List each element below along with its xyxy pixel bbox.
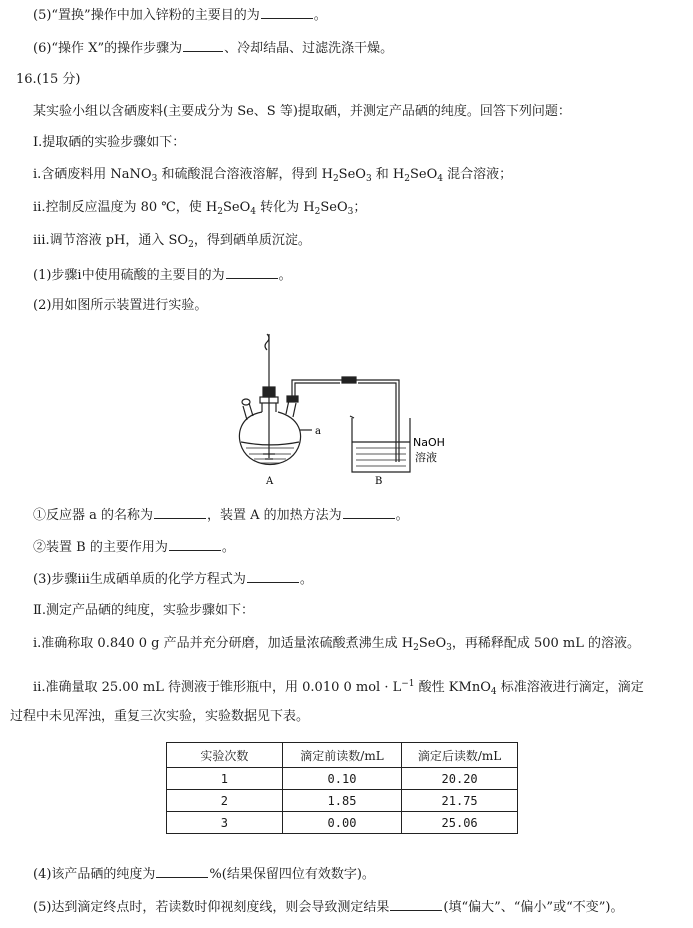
table-header-cell: 实验次数 [167,743,283,768]
outlet-tube [356,380,399,462]
table-cell: 21.75 [402,790,518,812]
step3: ⅲ.调节溶液 pH，通入 $SO_2$，得到硒单质沉淀。 [33,233,311,250]
q16-header: 16.(15 分) [16,72,81,87]
apparatus-diagram [232,330,462,492]
table-header-cell: 滴定后读数/mL [402,743,518,768]
answer-blank[interactable] [390,898,442,911]
q16-intro: 某实验小组以含硒废料(主要成分为 Se、S 等)提取硒，并测定产品硒的纯度。回答下列问题： [33,104,571,119]
flask-body [239,412,300,465]
table-row [167,768,518,790]
step1: ⅰ.含硒废料用 NaNO$_3$ 和硫酸混合溶液溶解，得到 $H_2SeO_3$ 和 $H_2SeO_4$ 混合溶液； [33,167,513,184]
answer-blank[interactable] [156,865,208,878]
table-row [167,812,518,834]
label-A: A [266,476,274,487]
step2: ⅱ.控制反应温度为 80 ℃，使 $H_2SeO_4$ 转化为 $H_2SeO_3$； [33,200,367,217]
stirrer-top [265,334,269,350]
answer-blank[interactable] [154,506,206,519]
table-cell: 20.20 [402,768,518,790]
label-B: B [375,476,383,487]
table-cell: 2 [167,790,283,812]
q5-replace-line: (5)“置换”操作中加入锌粉的主要目的为 。 [33,8,327,23]
q16-2-1: ①反应器 a 的名称为 ，装置 A 的加热方法为 。 [33,508,409,523]
tube-joint [342,377,356,383]
measure-step2: ⅱ.准确量取 25.00 mL 待测液于锥形瓶中，用 0.010 0 mol · $L^{-1}$ 酸性 KMnO$_4$ 标准溶液进行滴定，滴定 [33,679,644,697]
answer-blank[interactable] [169,538,221,551]
connecting-tube [292,380,342,396]
q6-line: (6)“操作 X”的操作步骤为 、冷却结晶、过滤洗涤干燥。 [33,41,394,56]
center-stopper [263,387,275,397]
answer-blank[interactable] [226,266,278,279]
q16-3: (3)步骤ⅲ生成硒单质的化学方程式为 。 [33,572,313,587]
measure-step1: ⅰ.准确称取 0.840 0 g 产品并充分研磨，加适量浓硫酸煮沸生成 $H_2SeO_3$，再稀释配成 500 mL 的溶液。 [33,636,641,653]
part2-title: Ⅱ.测定产品硒的纯度，实验步骤如下： [33,603,254,618]
answer-blank[interactable] [247,570,299,583]
naoh-label: NaOH [413,436,445,449]
table-cell: 0.10 [282,768,401,790]
table-cell: 25.06 [402,812,518,834]
table-cell: 3 [167,812,283,834]
table-header-row [167,743,518,768]
table-cell: 1.85 [282,790,401,812]
measure-step2-cont: 过程中未见浑浊，重复三次实验，实验数据见下表。 [10,709,310,724]
flask-liquid-level [241,442,299,445]
table-row [167,790,518,812]
answer-blank[interactable] [343,506,395,519]
q16-1: (1)步骤ⅰ中使用硫酸的主要目的为 。 [33,268,292,283]
beaker [352,418,410,472]
table-cell: 1 [167,768,283,790]
label-a: a [315,426,321,437]
solution-label: 溶液 [415,451,437,464]
titration-data-table [166,742,518,834]
left-stopper [242,399,250,405]
part1-title: Ⅰ.提取硒的实验步骤如下： [33,135,186,150]
answer-blank[interactable] [183,39,223,52]
q16-5: (5)达到滴定终点时，若读数时仰视刻度线，则会导致测定结果 (填“偏大”、“偏小”或“不变”)。 [33,900,624,915]
table-cell: 0.00 [282,812,401,834]
q16-2-2: ②装置 B 的主要作用为 。 [33,540,235,555]
right-stopper [287,396,298,402]
q16-4: (4)该产品硒的纯度为 %(结果保留四位有效数字)。 [33,867,375,882]
answer-blank[interactable] [261,6,313,19]
q16-2: (2)用如图所示装置进行实验。 [33,298,208,313]
table-header-cell: 滴定前读数/mL [282,743,401,768]
